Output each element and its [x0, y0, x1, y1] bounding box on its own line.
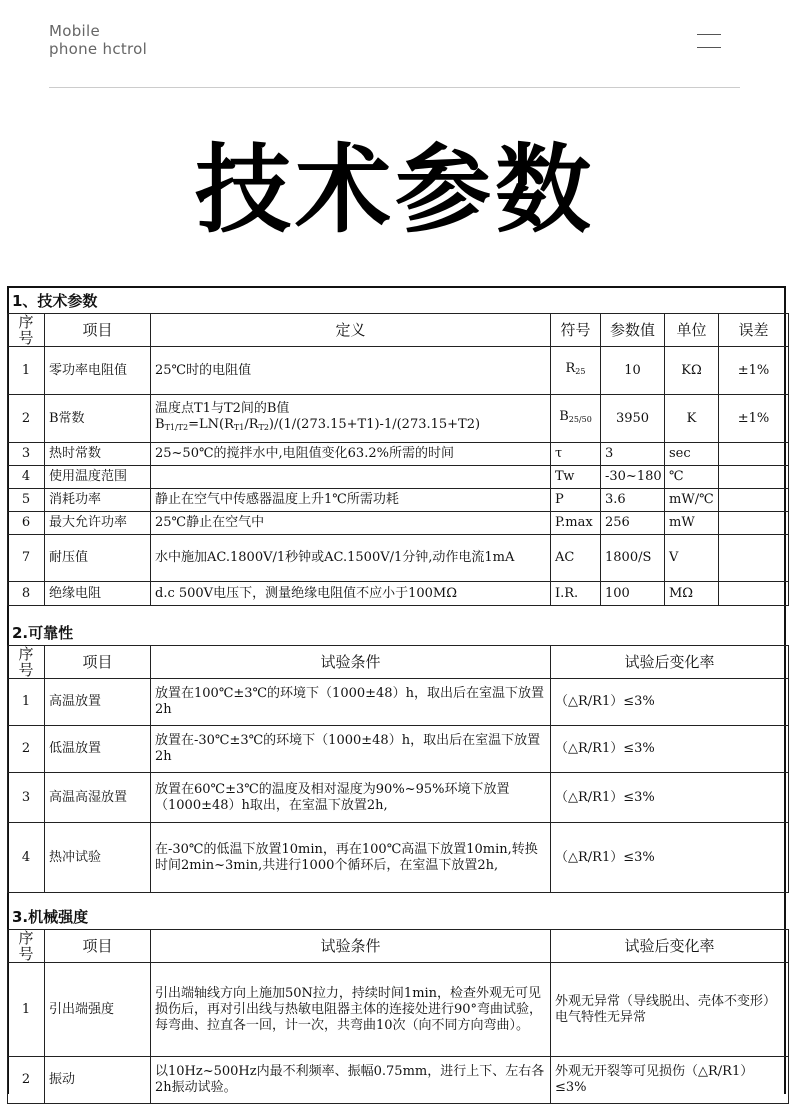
- col-header: 序号: [8, 314, 45, 347]
- spec-table-header: [8, 314, 789, 347]
- definition: 25℃静止在空气中: [151, 512, 551, 535]
- table-row: [8, 582, 789, 606]
- test-condition: 放置在100℃±3℃的环境下（1000±48）h，取出后在室温下放置2h: [151, 679, 551, 726]
- col-header: 试验条件: [151, 930, 551, 963]
- symbol: τ: [551, 443, 601, 466]
- change-rate: （△R/R1）≤3%: [551, 679, 789, 726]
- table-row: [8, 466, 789, 489]
- definition: 25℃时的电阻值: [151, 347, 551, 395]
- unit: mW: [665, 512, 719, 535]
- definition: d.c 500V电压下，测量绝缘电阻值不应小于100MΩ: [151, 582, 551, 606]
- item-name: 引出端强度: [45, 963, 151, 1057]
- value: 100: [601, 582, 665, 606]
- b-value-formula: $B_{T1/T2}=LN(R_{T1}/R_{T2})/(1/(273.15+T1)-1/(273.15+T2)$: [155, 417, 481, 432]
- test-condition: 放置在60℃±3℃的温度及相对湿度为90%~95%环境下放置（1000±48）h取出，在室温下放置2h,: [151, 773, 551, 823]
- row-number: 2: [8, 726, 45, 773]
- row-number: 1: [8, 679, 45, 726]
- row-number: 6: [8, 512, 45, 535]
- definition: 水中施加AC.1800V/1秒钟或AC.1500V/1分钟,动作电流1mA: [151, 535, 551, 582]
- col-header: 误差: [719, 314, 789, 347]
- row-number: 3: [8, 773, 45, 823]
- item-name: 热时常数: [45, 443, 151, 466]
- item-name: 消耗功率: [45, 489, 151, 512]
- symbol: Tw: [551, 466, 601, 489]
- row-number: 4: [8, 823, 45, 893]
- reliability-table: [7, 645, 789, 893]
- col-header: 项目: [45, 930, 151, 963]
- col-header: 项目: [45, 314, 151, 347]
- table-row: [8, 512, 789, 535]
- table-row: [8, 395, 789, 443]
- unit: KΩ: [665, 347, 719, 395]
- definition: [151, 395, 551, 443]
- table-row: [8, 963, 789, 1057]
- row-number: 1: [8, 347, 45, 395]
- row-number: 2: [8, 395, 45, 443]
- spec-document: [7, 286, 786, 1094]
- value: 3.6: [601, 489, 665, 512]
- change-rate: 外观无异常（导线脱出、壳体不变形）电气特性无异常: [551, 963, 789, 1057]
- row-number: 5: [8, 489, 45, 512]
- symbol-sub: 25/50: [568, 415, 592, 424]
- section-2-title: 2.可靠性: [12, 624, 74, 642]
- definition: 25~50℃的搅拌水中,电阻值变化63.2%所需的时间: [151, 443, 551, 466]
- symbol: [551, 395, 601, 443]
- definition-line-1: 温度点T1与T2间的B值: [155, 401, 290, 416]
- symbol-main: R: [565, 361, 576, 376]
- col-header: 符号: [551, 314, 601, 347]
- symbol-main: B: [559, 409, 569, 424]
- item-name: 零功率电阻值: [45, 347, 151, 395]
- value: 256: [601, 512, 665, 535]
- value: 3: [601, 443, 665, 466]
- symbol-sub: 25: [575, 367, 586, 376]
- test-condition: 引出端轴线方向上施加50N拉力，持续时间1min，检查外观无可见损伤后，再对引出线与热敏电阻器主体的连接处进行90°弯曲试验，每弯曲、拉直各一回，计一次，共弯曲10次（向不同方向弯曲）。: [151, 963, 551, 1057]
- header-divider: [49, 87, 740, 88]
- row-number: 3: [8, 443, 45, 466]
- unit: mW/℃: [665, 489, 719, 512]
- change-rate: 外观无开裂等可见损伤（△R/R1）≤3%: [551, 1057, 789, 1104]
- table-row: [8, 773, 789, 823]
- change-rate: （△R/R1）≤3%: [551, 773, 789, 823]
- test-condition: 在-30℃的低温下放置10min，再在100℃高温下放置10min,转换时间2min~3min,共进行1000个循环后，在室温下放置2h,: [151, 823, 551, 893]
- row-number: 1: [8, 963, 45, 1057]
- section-3-title: 3.机械强度: [12, 908, 89, 926]
- reliability-table-header: [8, 646, 789, 679]
- symbol: [551, 347, 601, 395]
- tolerance: [719, 443, 789, 466]
- item-name: 低温放置: [45, 726, 151, 773]
- value: 3950: [601, 395, 665, 443]
- tolerance: ±1%: [719, 395, 789, 443]
- table-row: [8, 679, 789, 726]
- unit: MΩ: [665, 582, 719, 606]
- unit: ℃: [665, 466, 719, 489]
- symbol: P.max: [551, 512, 601, 535]
- change-rate: （△R/R1）≤3%: [551, 823, 789, 893]
- unit: sec: [665, 443, 719, 466]
- col-header: 试验后变化率: [551, 930, 789, 963]
- item-name: 使用温度范围: [45, 466, 151, 489]
- definition: 静止在空气中传感器温度上升1℃所需功耗: [151, 489, 551, 512]
- item-name: 绝缘电阻: [45, 582, 151, 606]
- table-row: [8, 443, 789, 466]
- table-row: [8, 726, 789, 773]
- table-row: [8, 489, 789, 512]
- item-name: 耐压值: [45, 535, 151, 582]
- col-header: 参数值: [601, 314, 665, 347]
- item-name: 高温高湿放置: [45, 773, 151, 823]
- symbol: AC: [551, 535, 601, 582]
- hamburger-menu-icon[interactable]: [697, 34, 721, 48]
- symbol: P: [551, 489, 601, 512]
- col-header: 序号: [8, 646, 45, 679]
- unit: K: [665, 395, 719, 443]
- item-name: 最大允许功率: [45, 512, 151, 535]
- item-name: 热冲试验: [45, 823, 151, 893]
- tolerance: [719, 535, 789, 582]
- item-name: B常数: [45, 395, 151, 443]
- table-row: [8, 823, 789, 893]
- section-1-title: 1、技术参数: [12, 292, 98, 310]
- test-condition: 放置在-30℃±3℃的环境下（1000±48）h，取出后在室温下放置2h: [151, 726, 551, 773]
- value: -30~180: [601, 466, 665, 489]
- mechanical-table: [7, 929, 789, 1104]
- mechanical-table-header: [8, 930, 789, 963]
- tolerance: [719, 466, 789, 489]
- row-number: 7: [8, 535, 45, 582]
- row-number: 2: [8, 1057, 45, 1104]
- row-number: 8: [8, 582, 45, 606]
- spec-table: [7, 313, 789, 606]
- test-condition: 以10Hz~500Hz内最不利频率、振幅0.75mm，进行上下、左右各2h振动试验。: [151, 1057, 551, 1104]
- value: 10: [601, 347, 665, 395]
- tolerance: [719, 582, 789, 606]
- table-row: [8, 535, 789, 582]
- item-name: 振动: [45, 1057, 151, 1104]
- col-header: 试验条件: [151, 646, 551, 679]
- definition: [151, 466, 551, 489]
- col-header: 定义: [151, 314, 551, 347]
- brand-line-2: phone hctrol: [49, 40, 148, 58]
- brand-line-1: Mobile: [49, 22, 101, 40]
- row-number: 4: [8, 466, 45, 489]
- value: 1800/S: [601, 535, 665, 582]
- tolerance: [719, 489, 789, 512]
- tolerance: ±1%: [719, 347, 789, 395]
- table-row: [8, 347, 789, 395]
- change-rate: （△R/R1）≤3%: [551, 726, 789, 773]
- col-header: 项目: [45, 646, 151, 679]
- col-header: 试验后变化率: [551, 646, 789, 679]
- unit: V: [665, 535, 719, 582]
- table-row: [8, 1057, 789, 1104]
- page-title: 技术参数: [195, 134, 595, 246]
- brand-logo-text[interactable]: [49, 22, 147, 58]
- symbol: I.R.: [551, 582, 601, 606]
- tolerance: [719, 512, 789, 535]
- col-header: 单位: [665, 314, 719, 347]
- item-name: 高温放置: [45, 679, 151, 726]
- col-header: 序号: [8, 930, 45, 963]
